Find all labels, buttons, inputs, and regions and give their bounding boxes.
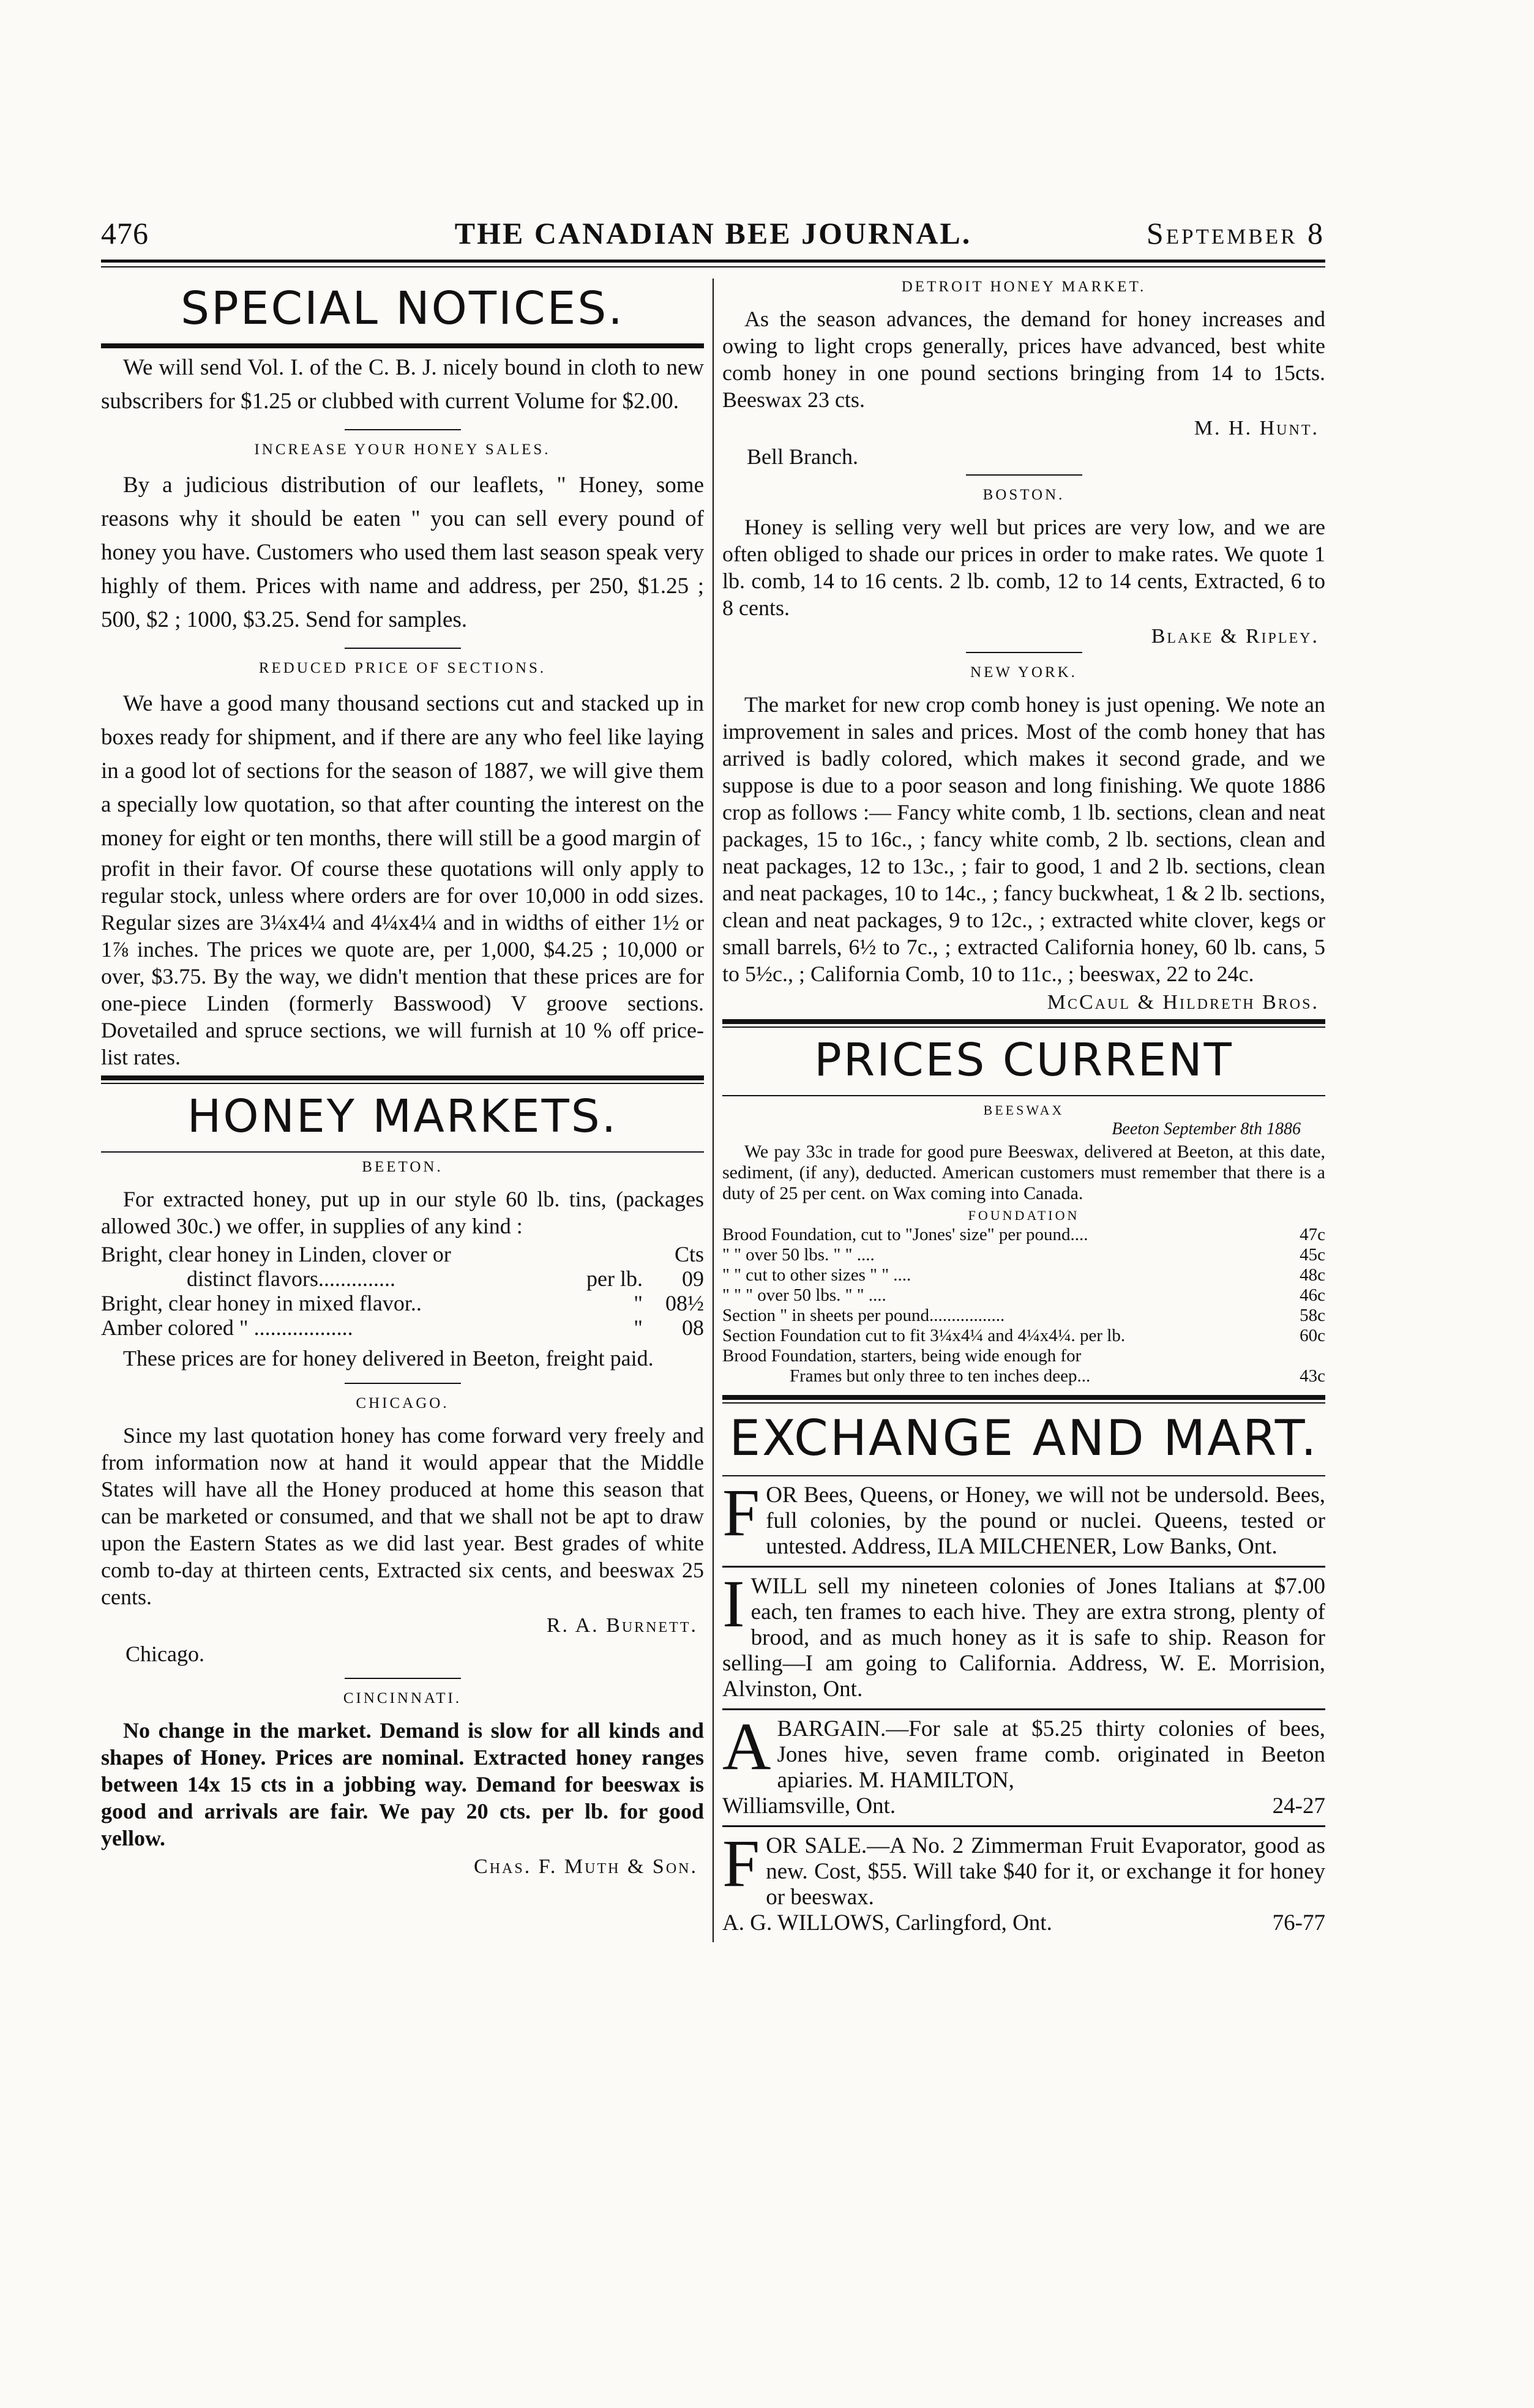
foundation-label: " " over 50 lbs. " " .... — [722, 1245, 875, 1265]
ad-code: 76-77 — [1272, 1910, 1325, 1935]
new-york-text: The market for new crop comb honey is just opening. We note an improvement in sales and prices. Most of the comb honey that has arrived is badly colored, which makes it second grade, and we suppose is due to a poor season and long finishing. We quote 1886 crop as follows :— Fancy white comb, 1 lb. sections, clean and neat packages, 15 to 16c., ; fancy white comb, 2 lb. sections, clean and neat packages, 12 to 13c., ; fair to good, 1 and 2 lb. sections, clean and neat packages, 10 to 14c., ; fancy buckwheat, 1 & 2 lb. sections, clean and neat packages, 9 to 12c., ; extracted white clover, kegs or small barrels, 6½ to 7c., ; extracted California honey, 60 lb. cans, 5 to 5½c., ; California Comb, 10 to 11c., ; beeswax, 22 to 24c. — [722, 692, 1325, 986]
chicago-place: Chicago. — [125, 1642, 204, 1666]
price-label: Bright, clear honey in mixed flavor.. — [101, 1291, 422, 1315]
right-column — [714, 279, 1325, 1942]
foundation-label: Brood Foundation, cut to "Jones' size" per pound.... — [722, 1225, 1088, 1244]
cincinnati-signature: Chas. F. Muth & Son. — [474, 1855, 698, 1878]
classified-ad — [722, 1475, 1325, 1560]
price-row — [101, 1315, 704, 1340]
rule — [722, 1019, 1325, 1024]
price-unit: per lb. — [586, 1266, 643, 1291]
reduced-price-heading: REDUCED PRICE OF SECTIONS. — [258, 660, 547, 676]
short-rule — [345, 429, 461, 430]
cincinnati-heading: CINCINNATI. — [343, 1690, 462, 1707]
foundation-row — [722, 1346, 1325, 1366]
price-row — [101, 1242, 704, 1266]
price-unit — [569, 1242, 643, 1266]
foundation-label: Section Foundation cut to fit 3¼x4¼ and 4¼x4¼. per lb. — [722, 1326, 1126, 1345]
chicago-text: Since my last quotation honey has come forward very freely and from information now at hand it would appear that the Middle States will have all the Honey produced at home this season that can be marketed or consumed, and that we shall not be apt to draw upon the Eastern States as we did last year. Best grades of white comb to-day at thirteen cents, Extracted six cents, and beeswax 25 cents. — [101, 1423, 704, 1609]
foundation-label: " " " over 50 lbs. " " .... — [722, 1285, 886, 1305]
journal-page — [101, 202, 1325, 1942]
foundation-label: Section " in sheets per pound................. — [722, 1306, 1005, 1325]
beeswax-text: We pay 33c in trade for good pure Beeswax, delivered at Beeton, at this date, sediment, (if any), deducted. American customers must remember that there is a duty of 25 per cent. on Wax coming into Canada. — [722, 1142, 1325, 1203]
ad-footer-text: A. G. WILLOWS, Carlingford, Ont. — [722, 1910, 1052, 1935]
foundation-price-table — [722, 1225, 1325, 1386]
new-york-heading: NEW YORK. — [970, 664, 1077, 681]
beeton-heading: BEETON. — [362, 1159, 443, 1175]
ad-text: OR Bees, Queens, or Honey, we will not be undersold. Bees, full colonies, by the pound or nuclei. Queens, tested or untested. Address, ILA MILCHENER, Low Banks, Ont. — [766, 1483, 1325, 1559]
reduced-price-text-b: profit in their favor. Of course these quotations will only apply to regular stock, unless where orders are for over 10,000 in odd sizes. Regular sizes are 3¼x4¼ and 4¼x4¼ and in widths of either 1½ or 1⅞ inches. The prices we quote are, per 1,000, $4.25 ; 10,000 or over, $3.75. By the way, we didn't mention that these prices are for one-piece Linden (formerly Basswood) V groove sections. Dovetailed and spruce sections, we will furnish at 10 % off price-list rates. — [101, 856, 704, 1069]
rule — [722, 1402, 1325, 1404]
rule — [722, 1095, 1325, 1096]
price-label: Amber colored " .................. — [101, 1315, 353, 1340]
two-column-body — [101, 279, 1325, 1942]
rule — [101, 1083, 704, 1084]
foundation-label: Frames but only three to ten inches deep... — [790, 1366, 1091, 1386]
reduced-price-text-a: We have a good many thousand sections cut and stacked up in boxes ready for shipment, and if there are any who feel like laying in a good lot of sections for the season of 1887, we will give them a specially low quotation, so that after counting the interest on the money for eight or ten months, there will still be a good margin of — [101, 691, 704, 851]
drop-cap: F — [722, 1475, 760, 1550]
boston-signature: Blake & Ripley. — [1151, 625, 1319, 648]
short-rule — [966, 652, 1082, 653]
price-unit: " — [634, 1315, 643, 1340]
foundation-price: 45c — [1300, 1245, 1325, 1265]
ad-separator — [722, 1825, 1325, 1827]
ad-text: WILL sell my nineteen colonies of Jones Italians at $7.00 each, ten frames to each hive. They are extra strong, plenty of brood, and as much honey as it is safe to ship. Reason for selling—I am going to California. Address, W. E. Morrision, Alvinston, Ont. — [722, 1574, 1325, 1702]
drop-cap: F — [722, 1826, 760, 1901]
foundation-price: 48c — [1300, 1265, 1325, 1285]
rule — [722, 1026, 1325, 1028]
price-row — [101, 1291, 704, 1315]
foundation-price: 46c — [1300, 1285, 1325, 1305]
boston-heading: BOSTON. — [982, 487, 1065, 503]
ad-separator — [722, 1566, 1325, 1568]
ad-footer — [722, 1793, 1325, 1819]
beeton-price-table — [101, 1242, 704, 1340]
page-number: 476 — [101, 216, 149, 250]
classified-ad — [722, 1826, 1325, 1936]
vol-one-notice: We will send Vol. I. of the C. B. J. nicely bound in cloth to new subscribers for $1.25 or clubbed with current Volume for $2.00. — [101, 355, 704, 414]
ad-footer-text: Williamsville, Ont. — [722, 1793, 896, 1819]
foundation-row — [722, 1225, 1325, 1245]
beeton-intro: For extracted honey, put up in our style 60 lb. tins, (packages allowed 30c.) we offer, in supplies of any kind : — [101, 1187, 704, 1238]
foundation-row — [722, 1285, 1325, 1306]
increase-sales-text: By a judicious distribution of our leaflets, " Honey, some reasons why it should be eaten " you can sell every pound of honey you have. Customers who used them last season speak very highly of them. Prices with name and address, per 250, $1.25 ; 500, $2 ; 1000, $3.25. Send for samples. — [101, 473, 704, 632]
price-value: Cts — [674, 1242, 704, 1266]
short-rule — [966, 474, 1082, 476]
increase-sales-heading: INCREASE YOUR HONEY SALES. — [254, 441, 551, 458]
honey-markets-title: HONEY MARKETS. — [187, 1090, 618, 1143]
foundation-row — [722, 1326, 1325, 1346]
price-label: Bright, clear honey in Linden, clover or — [101, 1242, 451, 1266]
prices-current-title: PRICES CURRENT — [814, 1034, 1233, 1086]
chicago-signature: R. A. Burnett. — [546, 1614, 698, 1637]
drop-cap: A — [722, 1709, 771, 1784]
detroit-place: Bell Branch. — [747, 444, 858, 469]
foundation-price: 47c — [1300, 1225, 1325, 1244]
foundation-heading: FOUNDATION — [968, 1208, 1080, 1223]
foundation-price: 43c — [1300, 1366, 1325, 1386]
header-rule-thin — [101, 266, 1325, 267]
issue-date: September 8 — [1146, 216, 1325, 250]
foundation-row — [722, 1366, 1325, 1386]
special-notices-title: SPECIAL NOTICES. — [181, 282, 624, 335]
detroit-signature: M. H. Hunt. — [1194, 417, 1319, 439]
running-header — [101, 202, 1325, 257]
foundation-price: 60c — [1300, 1326, 1325, 1345]
foundation-row — [722, 1245, 1325, 1265]
detroit-heading: DETROIT HONEY MARKET. — [901, 279, 1147, 295]
journal-title: THE CANADIAN BEE JOURNAL. — [454, 216, 972, 250]
short-rule — [345, 648, 461, 649]
foundation-row — [722, 1265, 1325, 1285]
ad-code: 24-27 — [1272, 1793, 1325, 1819]
foundation-label: Brood Foundation, starters, being wide enough for — [722, 1346, 1082, 1366]
price-label: distinct flavors.............. — [187, 1266, 395, 1291]
rule — [101, 1151, 704, 1153]
beeswax-heading: BEESWAX — [983, 1102, 1064, 1118]
ad-separator — [722, 1708, 1325, 1710]
classified-ad — [722, 1709, 1325, 1819]
boston-text: Honey is selling very well but prices are very low, and we are often obliged to shade our prices in order to make rates. We quote 1 lb. comb, 14 to 16 cents. 2 lb. comb, 12 to 14 cents, Extracted, 6 to 8 cents. — [722, 515, 1325, 620]
price-row — [101, 1266, 704, 1291]
ad-footer — [722, 1910, 1325, 1936]
exchange-mart-title: EXCHANGE AND MART. — [729, 1410, 1319, 1467]
classified-ad — [722, 1566, 1325, 1702]
left-column — [101, 279, 713, 1942]
rule — [101, 1075, 704, 1080]
foundation-price: 58c — [1300, 1306, 1325, 1325]
beeswax-date: Beeton September 8th 1886 — [1112, 1120, 1301, 1139]
price-value: 08 — [682, 1315, 704, 1340]
drop-cap: I — [722, 1566, 745, 1641]
foundation-label: " " cut to other sizes " " .... — [722, 1265, 911, 1285]
ad-text: OR SALE.—A No. 2 Zimmerman Fruit Evaporator, good as new. Cost, $55. Will take $40 for it, or exchange it for honey or beeswax. — [766, 1833, 1325, 1910]
cincinnati-text: No change in the market. Demand is slow for all kinds and shapes of Honey. Prices are nominal. Extracted honey ranges between 14x 15 cts in a jobbing way. Demand for beeswax is good and arrivals are fair. We pay 20 cts. per lb. for good yellow. — [101, 1718, 704, 1850]
price-value: 09 — [682, 1266, 704, 1291]
foundation-price — [1270, 1346, 1325, 1366]
rule — [722, 1475, 1325, 1476]
beeton-outro: These prices are for honey delivered in Beeton, freight paid. — [123, 1346, 654, 1370]
header-rule — [101, 260, 1325, 263]
short-rule — [345, 1383, 461, 1384]
detroit-text: As the season advances, the demand for honey increases and owing to light crops generally, prices have advanced, best white comb honey in one pound sections bringing from 14 to 15cts. Beeswax 23 cts. — [722, 307, 1325, 412]
ad-text: BARGAIN.—For sale at $5.25 thirty colonies of bees, Jones hive, seven frame comb. originated in Beeton apiaries. M. HAMILTON, — [777, 1716, 1325, 1793]
short-rule — [345, 1678, 461, 1679]
chicago-heading: CHICAGO. — [356, 1395, 449, 1412]
price-value: 08½ — [665, 1291, 704, 1315]
rule — [722, 1395, 1325, 1400]
rule — [101, 343, 704, 348]
price-unit: " — [634, 1291, 643, 1315]
new-york-signature: McCaul & Hildreth Bros. — [1047, 991, 1319, 1014]
foundation-row — [722, 1306, 1325, 1326]
